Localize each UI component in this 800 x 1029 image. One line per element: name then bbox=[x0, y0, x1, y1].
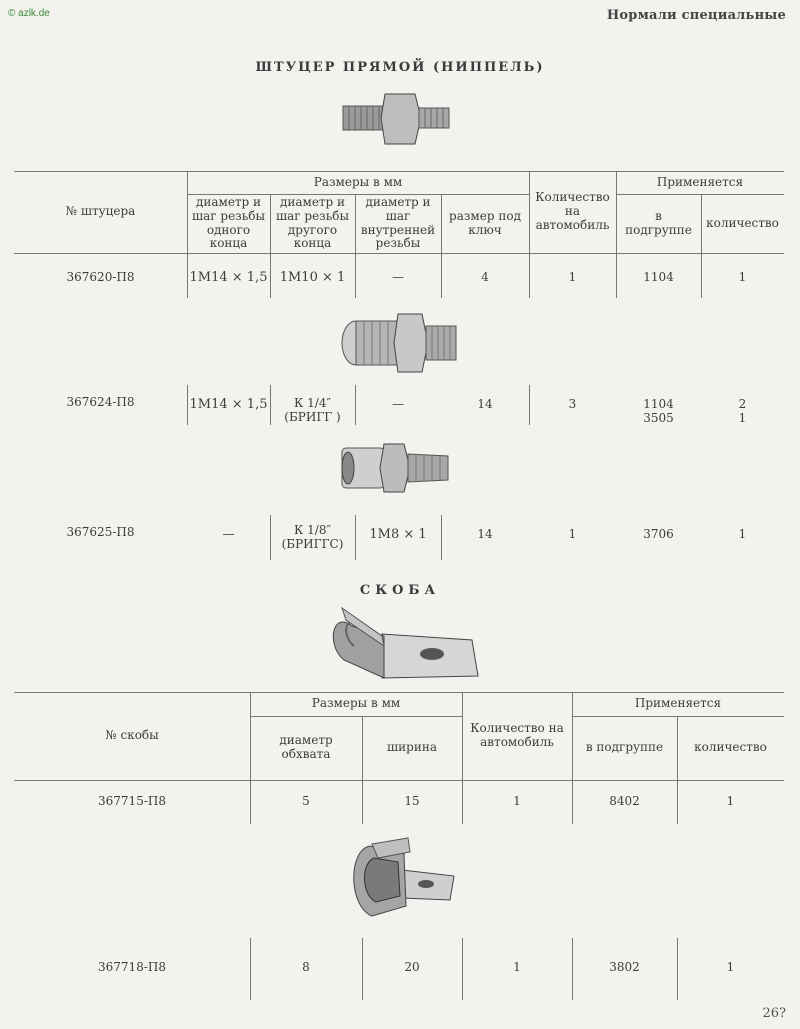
table-row-cell-subgroup: 3706 bbox=[643, 527, 674, 542]
col-header-width: ширина bbox=[387, 740, 437, 755]
col-header-quantity: количество bbox=[706, 215, 779, 230]
table-row-cell-qty: 1 bbox=[738, 527, 747, 542]
table-row-cell-key: 14 bbox=[477, 397, 493, 412]
col-header-qty-per-car: Количество на автомобиль bbox=[535, 190, 610, 232]
table-row-cell-inner-thread: — bbox=[392, 397, 404, 412]
table-row-cell-diameter: 8 bbox=[302, 960, 310, 975]
table-row-cell-qty: 2 1 bbox=[738, 397, 747, 425]
section-title-nipple: ШТУЦЕР ПРЯМОЙ (НИППЕЛЬ) bbox=[255, 60, 545, 75]
table-row-cell-thread-1: 1М14 × 1,5 bbox=[189, 269, 268, 285]
watermark: © azlk.de bbox=[8, 8, 50, 19]
table-row-cell-subgroup: 1104 bbox=[643, 270, 674, 285]
table-row-cell-number: 367718-П8 bbox=[98, 960, 166, 975]
table-row-cell-subgroup: 3802 bbox=[609, 960, 640, 975]
col-header-diameter: диаметр обхвата bbox=[279, 733, 333, 761]
section-title-clamp: СКОБА bbox=[359, 583, 441, 598]
col-header-subgroup: в подгруппе bbox=[625, 208, 692, 237]
col-header-nipple-number: № штуцера bbox=[65, 204, 136, 219]
table-row-cell-key: 14 bbox=[477, 527, 493, 542]
col-header-inner-thread: диаметр и шаг внутренней резьбы bbox=[360, 194, 436, 251]
table-row-cell-thread-2: К 1/4″ (БРИГГ ) bbox=[284, 396, 341, 424]
table-row-cell-thread-1: 1М14 × 1,5 bbox=[189, 396, 268, 412]
table-row-cell-qty-car: 1 bbox=[568, 270, 577, 285]
table-row-cell-width: 20 bbox=[404, 960, 420, 975]
table-row-cell-thread-2: 1М10 × 1 bbox=[279, 269, 346, 285]
table-row-cell-inner-thread: 1М8 × 1 bbox=[369, 526, 427, 542]
nipple-photo-2 bbox=[338, 310, 460, 376]
table-row-cell-qty: 1 bbox=[738, 270, 747, 285]
clamp-photo-2 bbox=[350, 836, 460, 922]
table-row-cell-number: 367624-П8 bbox=[66, 395, 135, 410]
col-header-sizes: Размеры в мм bbox=[311, 696, 401, 711]
table-row-cell-thread-2: К 1/8″ (БРИГГС) bbox=[281, 522, 344, 551]
col-header-sizes: Размеры в мм bbox=[313, 174, 403, 189]
table-row-cell-number: 367620-П8 bbox=[66, 270, 135, 285]
col-header-used-in: Применяется bbox=[634, 696, 722, 711]
table-row-cell-qty: 1 bbox=[726, 794, 735, 809]
nipple-photo-1 bbox=[335, 88, 455, 150]
col-header-clamp-number: № скобы bbox=[105, 728, 159, 743]
page-number: 26? bbox=[762, 1006, 786, 1021]
table-row-cell-qty-car: 3 bbox=[568, 397, 577, 412]
table-row-cell-thread-1: — bbox=[222, 527, 235, 542]
table-row-cell-subgroup: 1104 3505 bbox=[643, 397, 674, 425]
clamp-photo-1 bbox=[322, 606, 486, 684]
table-row-cell-diameter: 5 bbox=[302, 794, 310, 809]
page-header: Нормали специальные bbox=[606, 8, 786, 23]
col-header-subgroup: в подгруппе bbox=[585, 740, 664, 755]
col-header-used-in: Применяется bbox=[656, 174, 744, 189]
nipple-photo-3 bbox=[338, 440, 453, 496]
col-header-thread-1: диаметр и шаг резьбы одного конца bbox=[191, 194, 266, 251]
table-row-cell-number: 367625-П8 bbox=[66, 525, 135, 540]
col-header-thread-2: диаметр и шаг резьбы другого конца bbox=[275, 194, 350, 251]
table-row-cell-subgroup: 8402 bbox=[609, 794, 640, 809]
table-row-cell-qty-car: 1 bbox=[513, 794, 521, 809]
table-row-cell-key: 4 bbox=[481, 270, 489, 285]
table-row-cell-number: 367715-П8 bbox=[98, 794, 166, 809]
table-row-cell-qty-car: 1 bbox=[568, 527, 577, 542]
table-row-cell-qty: 1 bbox=[726, 960, 735, 975]
col-header-qty-per-car: Количество на автомобиль bbox=[470, 721, 564, 749]
col-header-key-size: размер под ключ bbox=[449, 208, 521, 237]
col-header-quantity: количество bbox=[694, 740, 767, 755]
table-row-cell-inner-thread: — bbox=[392, 270, 404, 285]
table-row-cell-width: 15 bbox=[404, 794, 420, 809]
table-row-cell-qty-car: 1 bbox=[513, 960, 521, 975]
